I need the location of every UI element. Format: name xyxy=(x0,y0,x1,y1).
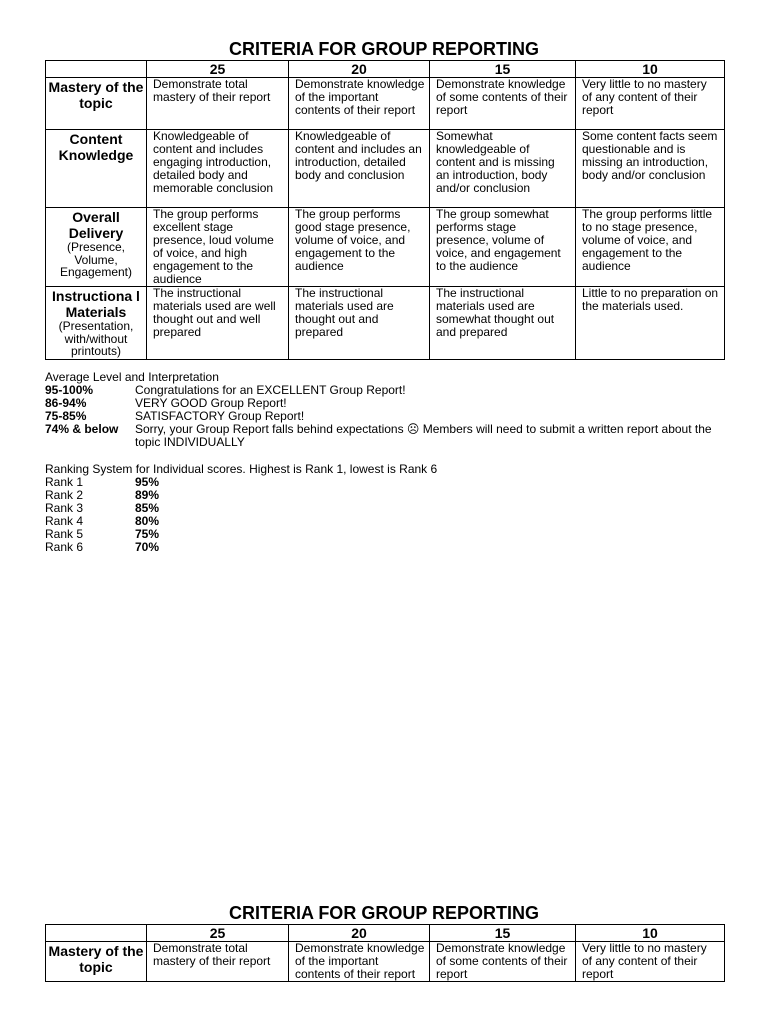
score-header: 10 xyxy=(576,925,725,942)
interpretation-range: 74% & below xyxy=(45,422,119,436)
rubric-cell: Very little to no mastery of any content of their report xyxy=(576,78,725,130)
ranking-row xyxy=(45,541,725,554)
criteria-label xyxy=(46,130,147,208)
score-header: 10 xyxy=(576,61,725,78)
rubric-cell: Demonstrate knowledge of some contents of their report xyxy=(430,942,576,982)
page-title: CRITERIA FOR GROUP REPORTING xyxy=(228,39,540,59)
rubric-table-repeat xyxy=(45,924,725,982)
page-title-repeat: CRITERIA FOR GROUP REPORTING xyxy=(228,903,540,923)
criteria-name: Overall Delivery xyxy=(68,209,124,241)
rubric-cell: Demonstrate total mastery of their report xyxy=(147,78,289,130)
criteria-label xyxy=(46,78,147,130)
criteria-name: Instructiona l Materials xyxy=(52,288,140,320)
interpretation-text: Sorry, your Group Report falls behind expectations ☹ Members will need to submit a written report about the topic INDIVIDUALLY xyxy=(135,422,712,449)
interpretation-text: SATISFACTORY Group Report! xyxy=(135,409,305,423)
rubric-cell: The group performs excellent stage presence, loud volume of voice, and high engagement to the audience xyxy=(147,208,289,287)
interpretation-text: VERY GOOD Group Report! xyxy=(135,396,287,410)
interpretation-range: 75-85% xyxy=(45,409,87,423)
rank-label: Rank 1 xyxy=(45,475,84,489)
criteria-row-mastery xyxy=(46,942,725,982)
criteria-label xyxy=(46,287,147,360)
criteria-row-delivery xyxy=(46,208,725,287)
score-header: 15 xyxy=(430,925,576,942)
rank-score: 95% xyxy=(135,475,160,489)
criteria-subtitle: (Presence, Volume, Engagement) xyxy=(59,240,133,279)
rank-score: 75% xyxy=(135,527,160,541)
rubric-cell: Very little to no mastery of any content of their report xyxy=(576,942,725,982)
ranking-section xyxy=(45,463,725,554)
score-header: 25 xyxy=(147,61,289,78)
rank-score: 89% xyxy=(135,488,160,502)
rubric-cell: Somewhat knowledgeable of content and is missing an introduction, body and/or conclusion xyxy=(430,130,576,208)
criteria-label xyxy=(46,942,147,982)
score-header-row xyxy=(46,61,725,78)
interpretation-row xyxy=(45,423,725,449)
corner-cell xyxy=(46,61,147,78)
ranking-heading: Ranking System for Individual scores. Highest is Rank 1, lowest is Rank 6 xyxy=(45,462,438,476)
rubric-cell: Little to no preparation on the materials used. xyxy=(576,287,725,360)
criteria-subtitle: (Presentation, with/without printouts) xyxy=(58,319,134,358)
rubric-cell: Demonstrate total mastery of their report xyxy=(147,942,289,982)
score-header-row xyxy=(46,925,725,942)
rubric-table xyxy=(45,60,725,360)
rubric-cell: The group performs good stage presence, volume of voice, and engagement to the audience xyxy=(289,208,430,287)
score-header: 20 xyxy=(289,61,430,78)
rank-score: 80% xyxy=(135,514,160,528)
rubric-cell: Knowledgeable of content and includes an introduction, detailed body and conclusion xyxy=(289,130,430,208)
criteria-name: Content Knowledge xyxy=(58,131,134,163)
score-header: 20 xyxy=(289,925,430,942)
rubric-cell: Knowledgeable of content and includes engaging introduction, detailed body and memorable conclusion xyxy=(147,130,289,208)
rubric-cell: Demonstrate knowledge of the important contents of their report xyxy=(289,942,430,982)
criteria-name: Mastery of the topic xyxy=(48,79,144,111)
corner-cell xyxy=(46,925,147,942)
score-header: 25 xyxy=(147,925,289,942)
rubric-cell: The group somewhat performs stage presence, volume of voice, and engagement to the audience xyxy=(430,208,576,287)
rubric-cell: The instructional materials used are well thought out and well prepared xyxy=(147,287,289,360)
rank-label: Rank 5 xyxy=(45,527,84,541)
rank-label: Rank 6 xyxy=(45,540,84,554)
rubric-cell: Some content facts seem questionable and is missing an introduction, body and/or conclusion xyxy=(576,130,725,208)
rank-score: 70% xyxy=(135,540,160,554)
criteria-name: Mastery of the topic xyxy=(48,943,144,975)
interpretation-range: 95-100% xyxy=(45,383,94,397)
criteria-label xyxy=(46,208,147,287)
interpretation-heading: Average Level and Interpretation xyxy=(45,370,219,384)
rubric-cell: The group performs little to no stage presence, volume of voice, and engagement to the audience xyxy=(576,208,725,287)
rubric-cell: Demonstrate knowledge of the important contents of their report xyxy=(289,78,430,130)
rank-label: Rank 2 xyxy=(45,488,84,502)
rubric-cell: The instructional materials used are somewhat thought out and prepared xyxy=(430,287,576,360)
score-header: 15 xyxy=(430,61,576,78)
rubric-cell: The instructional materials used are thought out and prepared xyxy=(289,287,430,360)
rank-score: 85% xyxy=(135,501,160,515)
interpretation-section xyxy=(45,371,725,449)
rank-label: Rank 4 xyxy=(45,514,84,528)
rubric-cell: Demonstrate knowledge of some contents of their report xyxy=(430,78,576,130)
criteria-row-mastery xyxy=(46,78,725,130)
interpretation-text: Congratulations for an EXCELLENT Group Report! xyxy=(135,383,406,397)
criteria-row-materials xyxy=(46,287,725,360)
criteria-row-content xyxy=(46,130,725,208)
rank-label: Rank 3 xyxy=(45,501,84,515)
interpretation-range: 86-94% xyxy=(45,396,87,410)
